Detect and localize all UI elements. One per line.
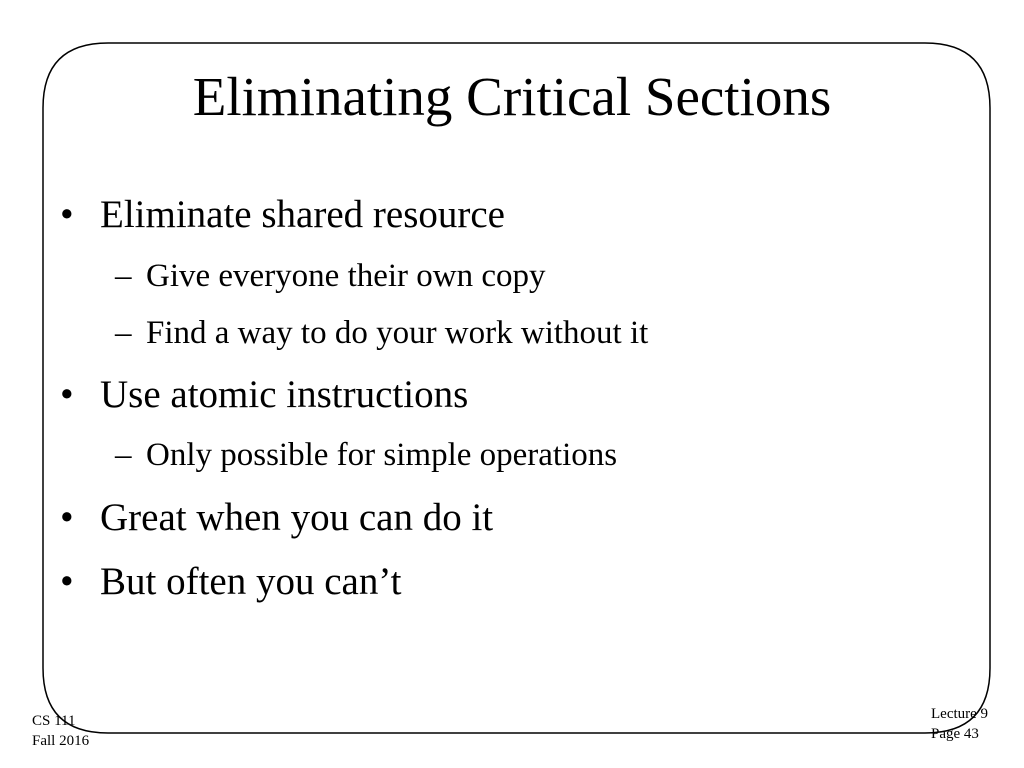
bullet-marker: •: [60, 373, 74, 416]
footer-term: Fall 2016: [32, 733, 90, 749]
slide-title: Eliminating Critical Sections: [192, 66, 832, 127]
sub-bullet-marker: –: [115, 437, 132, 473]
bullet-text: Great when you can do it: [100, 496, 494, 539]
sub-bullet-text: Give everyone their own copy: [146, 258, 546, 294]
footer-course: CS 111: [32, 713, 76, 729]
bullet-marker: •: [60, 560, 74, 603]
bullet-marker: •: [60, 193, 74, 236]
bullet-marker: •: [60, 496, 74, 539]
footer-page-number: Page 43: [931, 726, 979, 742]
footer-lecture: Lecture 9: [931, 706, 989, 722]
footer-course-info: [32, 711, 89, 751]
sub-bullet-marker: –: [115, 315, 132, 351]
bullet-text: Use atomic instructions: [100, 373, 469, 416]
bullet-text: Eliminate shared resource: [100, 193, 505, 236]
sub-bullet-marker: –: [115, 258, 132, 294]
footer-lecture-info: [931, 704, 988, 744]
sub-bullet-text: Find a way to do your work without it: [146, 315, 649, 351]
sub-bullet-text: Only possible for simple operations: [146, 437, 618, 473]
bullet-text: But often you can’t: [100, 560, 402, 603]
